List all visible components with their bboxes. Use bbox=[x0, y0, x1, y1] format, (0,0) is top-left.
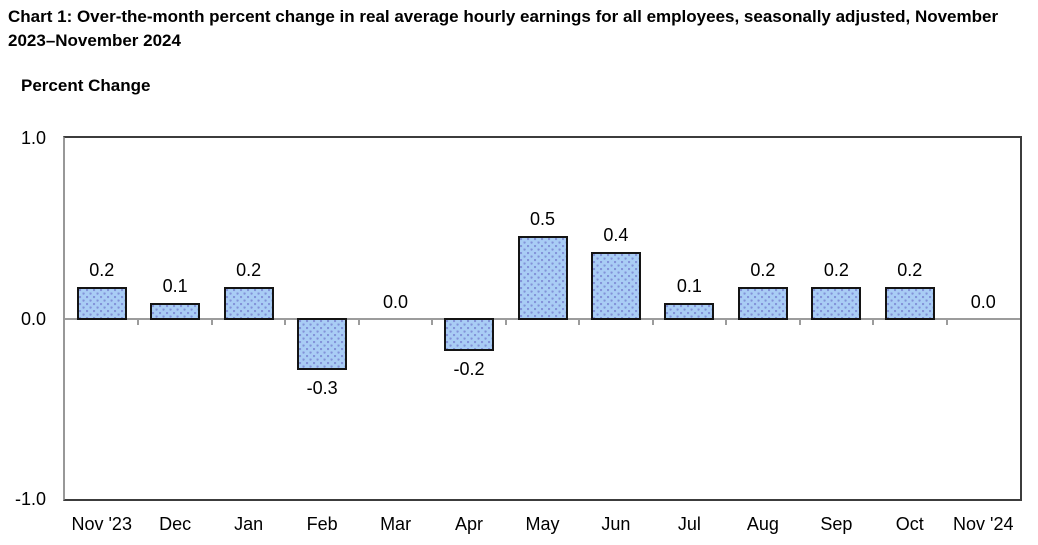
bar-value-label-oct: 0.2 bbox=[897, 259, 923, 280]
bar-value-label-nov-24: 0.0 bbox=[970, 291, 996, 312]
chart-title: Chart 1: Over-the-month percent change in real average hourly earnings for all employees, seasonally adjusted, November 2023–November 2024 bbox=[8, 7, 999, 50]
bar-value-label-mar: 0.0 bbox=[383, 291, 409, 312]
bar-jul bbox=[664, 303, 714, 320]
axis-tick bbox=[872, 320, 874, 325]
axis-tick bbox=[652, 320, 654, 325]
bar-apr bbox=[444, 318, 494, 351]
bar-value-label-dec: 0.1 bbox=[162, 275, 188, 296]
bar-dec bbox=[150, 303, 200, 320]
bar-value-label-apr: -0.2 bbox=[453, 358, 485, 379]
bar-feb bbox=[297, 318, 347, 370]
x-tick-label-nov-24: Nov '24 bbox=[953, 514, 1014, 534]
axis-tick bbox=[725, 320, 727, 325]
x-tick-label-aug: Aug bbox=[746, 514, 779, 534]
axis-tick bbox=[358, 320, 360, 325]
bar-oct bbox=[885, 287, 935, 320]
x-tick-label-jun: Jun bbox=[601, 514, 631, 534]
bar-jun bbox=[591, 252, 641, 320]
y-tick-label-1-0: 1.0 bbox=[20, 128, 46, 148]
bar-aug bbox=[738, 287, 788, 320]
x-tick-label-nov-23: Nov '23 bbox=[71, 514, 132, 534]
axis-tick bbox=[578, 320, 580, 325]
axis-tick bbox=[211, 320, 213, 325]
axis-tick bbox=[431, 320, 433, 325]
bar-sep bbox=[811, 287, 861, 320]
x-tick-label-jul: Jul bbox=[677, 514, 701, 534]
x-tick-label-oct: Oct bbox=[895, 514, 924, 534]
axis-tick bbox=[137, 320, 139, 325]
y-tick-label-1-0: -1.0 bbox=[14, 489, 46, 509]
axis-tick bbox=[284, 320, 286, 325]
bar-value-label-may: 0.5 bbox=[529, 208, 555, 229]
bar-value-label-jun: 0.4 bbox=[603, 224, 629, 245]
bar-value-label-nov-23: 0.2 bbox=[89, 259, 115, 280]
y-tick-label-0-0: 0.0 bbox=[20, 308, 46, 329]
axis-tick bbox=[799, 320, 801, 325]
axis-tick bbox=[946, 320, 948, 325]
plot-area bbox=[63, 136, 1022, 501]
bar-value-label-jan: 0.2 bbox=[236, 259, 262, 280]
x-tick-label-apr: Apr bbox=[455, 514, 484, 534]
x-tick-label-jan: Jan bbox=[234, 514, 264, 534]
x-tick-label-may: May bbox=[525, 514, 560, 534]
bar-may bbox=[518, 236, 568, 320]
bar-nov-23 bbox=[77, 287, 127, 320]
bar-jan bbox=[224, 287, 274, 320]
x-tick-label-mar: Mar bbox=[380, 514, 412, 534]
x-tick-label-feb: Feb bbox=[306, 514, 338, 534]
bar-value-label-feb: -0.3 bbox=[306, 377, 338, 398]
x-tick-label-dec: Dec bbox=[159, 514, 192, 534]
bar-value-label-aug: 0.2 bbox=[750, 259, 776, 280]
bar-value-label-sep: 0.2 bbox=[823, 259, 849, 280]
bar-value-label-jul: 0.1 bbox=[676, 275, 702, 296]
y-axis-heading: Percent Change bbox=[21, 76, 151, 95]
x-tick-label-sep: Sep bbox=[820, 514, 853, 534]
axis-tick bbox=[505, 320, 507, 325]
